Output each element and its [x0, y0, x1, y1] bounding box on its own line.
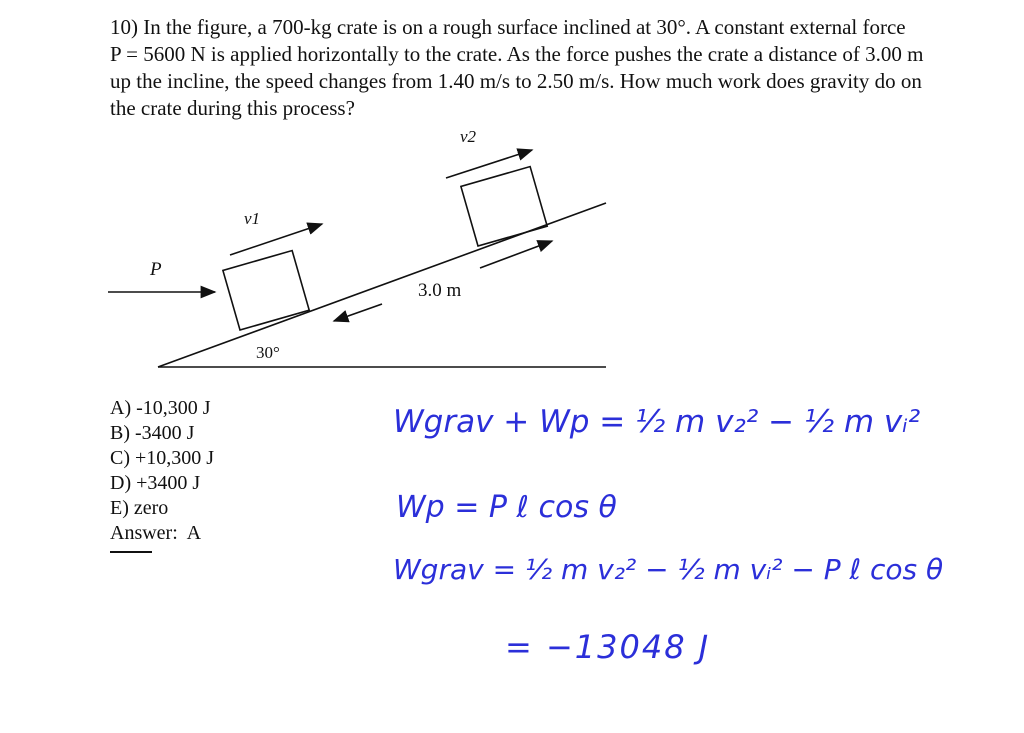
handwritten-line-2: Wp = P ℓ cos θ	[396, 490, 617, 525]
distance-arrow-down	[334, 304, 382, 321]
incline-line	[158, 203, 606, 367]
label-p: P	[150, 259, 162, 280]
label-v2: v2	[460, 127, 477, 146]
choice-b: B) -3400 J	[110, 422, 195, 444]
crate-upper	[461, 167, 547, 246]
v1-arrow	[230, 224, 322, 255]
clipped-next-line	[110, 548, 152, 554]
crate-lower	[223, 251, 309, 330]
handwritten-line-3: Wgrav = ½ m v₂² − ½ m vᵢ² − P ℓ cos θ	[393, 553, 944, 586]
question-text: 10) In the figure, a 700-kg crate is on a rough surface inclined at 30°. A constant external force P = 5600 N is applied horizontally to the crate. As the force pushes the crate a distance of 3.00 m up the incline, the speed changes from 1.40 m/s to 2.50 m/s. How much work does gravity do on the crate during this process?	[110, 15, 924, 120]
v2-arrow	[446, 150, 532, 178]
label-distance: 3.0 m	[418, 280, 462, 301]
choice-e: E) zero	[110, 497, 169, 519]
answer-choices	[110, 396, 370, 546]
answer-line: Answer: A	[110, 522, 202, 544]
choice-c: C) +10,300 J	[110, 447, 215, 469]
choice-a: A) -10,300 J	[110, 397, 211, 419]
handwritten-line-1: Wgrav + Wp = ½ m v₂² − ½ m vᵢ²	[393, 404, 921, 440]
handwritten-line-4: = −13048 J	[505, 628, 711, 666]
label-angle: 30°	[256, 343, 280, 362]
label-v1: v1	[244, 209, 261, 228]
choice-d: D) +3400 J	[110, 472, 201, 494]
